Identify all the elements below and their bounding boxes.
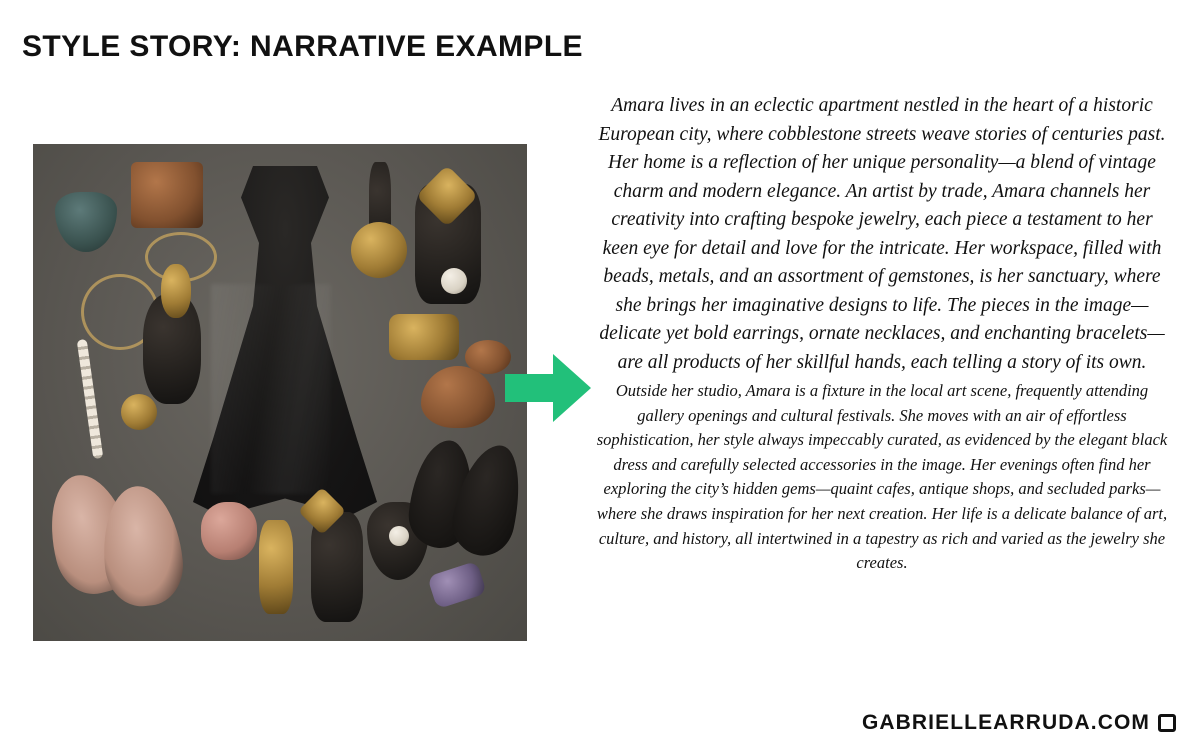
title-main: NARRATIVE EXAMPLE bbox=[241, 30, 583, 63]
stacked-rings-item bbox=[389, 314, 459, 360]
footer-branding bbox=[862, 711, 1176, 735]
story-paragraph-1: Amara lives in an eclectic apartment nestled in the heart of a historic European city, where cobblestone streets weave stories of centuries past. Her home is a reflection of her unique personality—a blend of vintage charm and modern elegance. An artist by trade, Amara channels her creativity into crafting bespoke jewelry, each piece a testament to her keen eye for detail and love for the intricate. Her workspace, filled with beads, metals, and an assortment of gemstones, is her sanctuary, where she brings her imaginative designs to life. The pieces in the image—delicate yet bold earrings, ornate necklaces, and enchanting bracelets—are all products of her skillful hands, each telling a story of its own. bbox=[598, 95, 1166, 373]
story-paragraph-2: Outside her studio, Amara is a fixture in the local art scene, frequently attending gallery openings and cultural festivals. She moves with an air of effortless sophistication, her style always impeccably curated, as evidenced by the elegant black dress and carefully selected accessories in the image. Her evenings often find her exploring the city’s hidden gems—quaint cafes, antique shops, and secluded parks—where she draws inspiration for her next creation. Her life is a delicate balance of art, culture, and history, all intertwined in a tapestry as rich and varied as the jewelry she creates. bbox=[596, 381, 1168, 573]
copper-envelope-item bbox=[131, 162, 203, 228]
footer-brand-text: GABRIELLEARRUDA.COM bbox=[861, 711, 1150, 734]
gold-pendant-item bbox=[121, 394, 157, 430]
violet-hair-clip-item bbox=[427, 561, 487, 609]
clutch-pearl-clasp-item bbox=[389, 526, 409, 546]
rose-quartz-earrings-item bbox=[201, 502, 257, 560]
teal-pouch-item bbox=[55, 192, 117, 252]
pearl-strand-item bbox=[77, 339, 104, 459]
gold-brooch-item bbox=[161, 264, 191, 318]
page-title bbox=[22, 30, 583, 64]
pearl-drop-item bbox=[441, 268, 467, 294]
ornate-medallion-item bbox=[351, 222, 407, 278]
story-text-column bbox=[592, 92, 1172, 576]
flatlay-image bbox=[33, 144, 527, 641]
gold-drop-earrings-item bbox=[259, 520, 293, 614]
butterfly-brooch-item bbox=[421, 366, 495, 428]
square-logo-icon bbox=[1158, 714, 1176, 732]
black-dress-item bbox=[185, 166, 385, 516]
arrow-right-icon bbox=[505, 352, 591, 424]
title-prefix: STYLE STORY: bbox=[22, 30, 242, 63]
flatlay-background bbox=[33, 144, 527, 641]
